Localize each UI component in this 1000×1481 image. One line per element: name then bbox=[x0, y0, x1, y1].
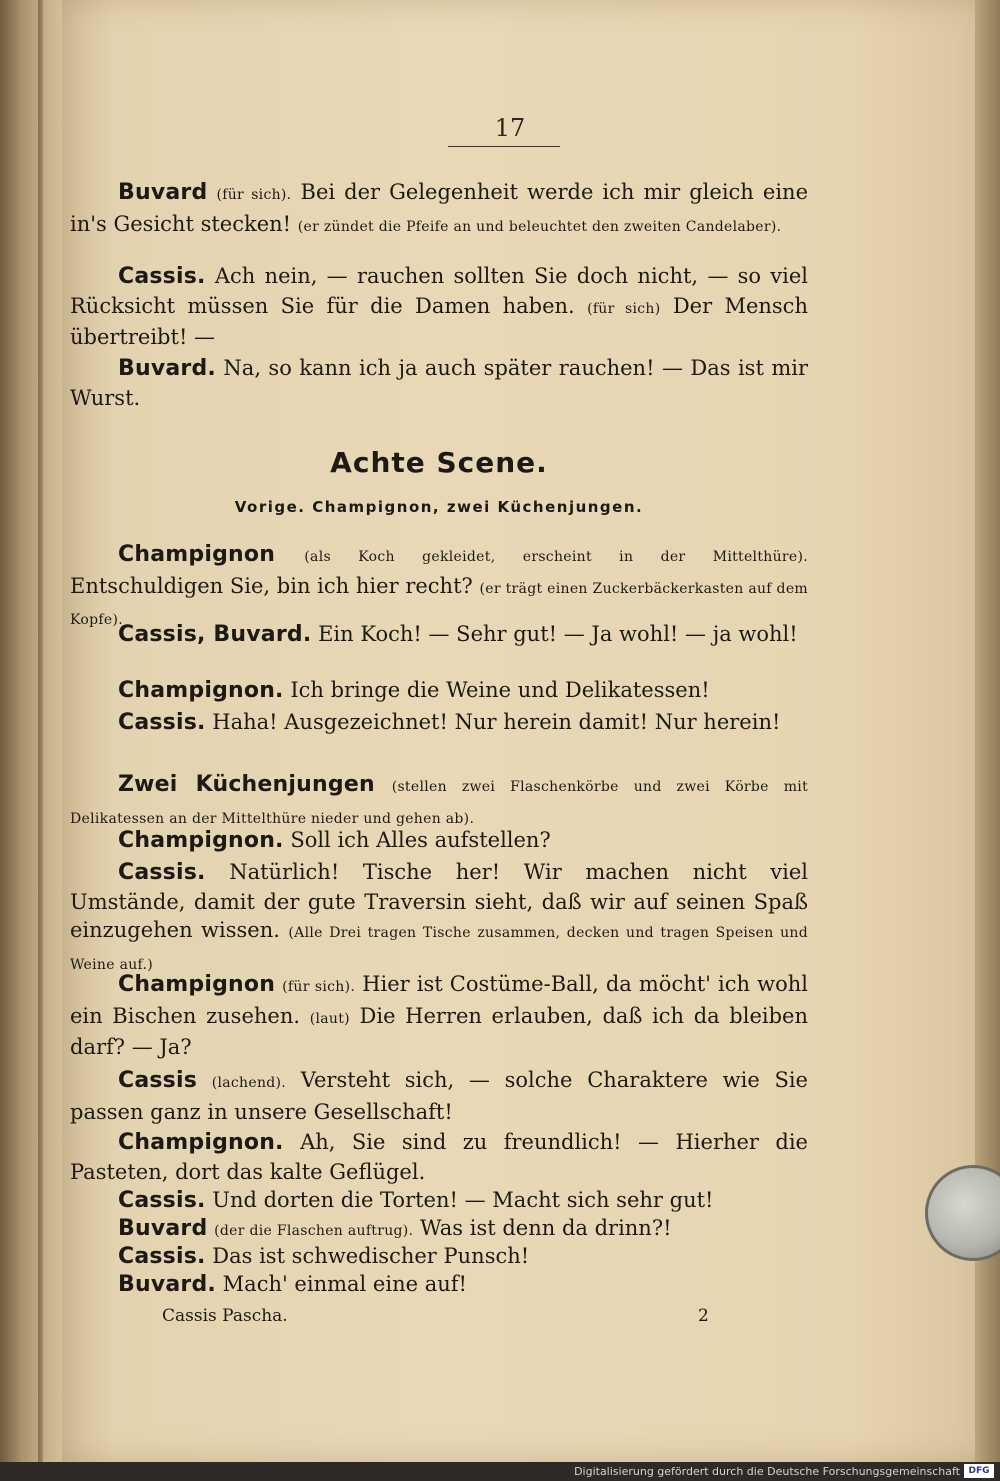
paragraph bbox=[70, 1270, 808, 1300]
stage-direction: (er zündet die Pfeife an und beleuchtet den zweiten Candelaber). bbox=[297, 218, 782, 235]
speaker-name: Cassis bbox=[118, 1068, 198, 1093]
paragraph bbox=[70, 262, 808, 352]
speaker-name: Champignon bbox=[118, 542, 276, 567]
paragraph bbox=[70, 620, 808, 650]
page-number: 17 bbox=[494, 114, 526, 142]
speaker-name: Cassis. bbox=[118, 710, 206, 735]
dialogue-text: Bei der Gelegenheit werde ich mir gleich eine in's Gesicht stecken! bbox=[70, 180, 808, 236]
scene-title: Achte Scene. bbox=[330, 446, 548, 479]
paragraph bbox=[70, 770, 808, 833]
speaker-name: Champignon. bbox=[118, 1130, 284, 1155]
paragraph bbox=[70, 1128, 808, 1186]
paragraph bbox=[70, 708, 808, 738]
dialogue-text: Ah, Sie sind zu freundlich! — Hierher die Pasteten, dort das kalte Geflügel. bbox=[70, 1130, 808, 1184]
stage-direction: (lachend). bbox=[211, 1075, 287, 1091]
stage-direction: (für sich) bbox=[587, 300, 661, 317]
dialogue-text: Ein Koch! — Sehr gut! — Ja wohl! — ja wohl! bbox=[318, 622, 798, 646]
speaker-name: Cassis, Buvard. bbox=[118, 622, 312, 647]
speaker-name: Buvard bbox=[118, 1216, 208, 1241]
speaker-name: Champignon bbox=[118, 972, 276, 997]
paragraph bbox=[70, 970, 808, 1062]
paragraph bbox=[70, 826, 808, 856]
speaker-name: Buvard. bbox=[118, 1272, 216, 1297]
speaker-name: Cassis. bbox=[118, 264, 206, 289]
signature-mark: 2 bbox=[698, 1306, 709, 1326]
speaker-name: Buvard bbox=[118, 180, 208, 205]
paragraph bbox=[70, 178, 808, 241]
dialogue-text: Natürlich! Tische her! Wir machen nicht viel Umstände, damit der gute Traversin sieht, daß wir auf seinen Spaß einzugehen wissen. bbox=[70, 860, 808, 942]
speaker-name: Cassis. bbox=[118, 1188, 206, 1213]
paragraph bbox=[70, 354, 808, 412]
page-number-rule bbox=[448, 146, 560, 147]
dialogue-text: Soll ich Alles aufstellen? bbox=[290, 828, 551, 852]
stage-direction: (für sich). bbox=[282, 979, 356, 995]
paragraph bbox=[70, 1214, 808, 1246]
dialogue-text: Das ist schwedischer Punsch! bbox=[212, 1244, 530, 1268]
dialogue-text: Und dorten die Torten! — Macht sich sehr gut! bbox=[212, 1188, 714, 1212]
dialogue-text: Versteht sich, — solche Charaktere wie Sie passen ganz in unsere Gesellschaft! bbox=[70, 1068, 808, 1124]
paragraph bbox=[70, 676, 808, 706]
dialogue-text: Die Herren erlauben, daß ich da bleiben darf? — Ja? bbox=[70, 1003, 808, 1059]
dfg-logo: DFG bbox=[964, 1464, 994, 1478]
stage-direction: (Alle Drei tragen Tische zusammen, decken und tragen Speisen und Weine auf.) bbox=[70, 925, 808, 973]
speaker-name: Champignon. bbox=[118, 678, 284, 703]
dialogue-text: Hier ist Costüme-Ball, da möcht' ich wohl ein Bischen zusehen. bbox=[70, 972, 808, 1028]
scene-persons: Vorige. Champignon, zwei Küchenjungen. bbox=[234, 498, 644, 516]
stage-direction: (als Koch gekleidet, erscheint in der Mittelthüre). bbox=[304, 549, 808, 565]
stage-direction: (der die Flaschen auftrug). bbox=[214, 1223, 414, 1239]
dialogue-text: Entschuldigen Sie, bin ich hier recht? bbox=[70, 573, 473, 598]
stage-direction: (er trägt einen Zuckerbäckerkasten auf dem Kopfe). bbox=[70, 580, 808, 628]
dialogue-text: Der Mensch übertreibt! — bbox=[70, 293, 808, 349]
stage-direction: (stellen zwei Flaschenkörbe und zwei Körbe mit Delikatessen an der Mittelthüre nieder und gehen ab). bbox=[70, 779, 808, 827]
speaker-name: Zwei Küchenjungen bbox=[118, 772, 375, 797]
paragraph bbox=[70, 1186, 808, 1216]
paragraph bbox=[70, 1066, 808, 1126]
dialogue-text: Haha! Ausgezeichnet! Nur herein damit! Nur herein! bbox=[212, 710, 781, 734]
dialogue-text: Ich bringe die Weine und Delikatessen! bbox=[290, 678, 710, 702]
dialogue-text: Na, so kann ich ja auch später rauchen! — Das ist mir Wurst. bbox=[70, 356, 808, 410]
credit-text: Digitalisierung gefördert durch die Deutsche Forschungsgemeinschaft bbox=[574, 1465, 960, 1478]
paragraph bbox=[70, 858, 808, 979]
speaker-name: Cassis. bbox=[118, 1244, 206, 1269]
stage-direction: (für sich). bbox=[216, 187, 292, 203]
speaker-name: Buvard. bbox=[118, 356, 216, 381]
speaker-name: Cassis. bbox=[118, 860, 206, 885]
dialogue-text: Was ist denn da drinn?! bbox=[420, 1216, 672, 1240]
speaker-name: Champignon. bbox=[118, 828, 284, 853]
stage-direction: (laut) bbox=[309, 1010, 350, 1027]
spine-shadow bbox=[38, 0, 43, 1462]
dialogue-text: Ach nein, — rauchen sollten Sie doch nicht, — so viel Rücksicht müssen Sie für die Damen haben. bbox=[70, 264, 808, 318]
running-footer: Cassis Pascha. bbox=[162, 1306, 288, 1326]
dialogue-text: Mach' einmal eine auf! bbox=[222, 1272, 467, 1296]
paragraph bbox=[70, 1242, 808, 1272]
book-spine bbox=[0, 0, 70, 1462]
